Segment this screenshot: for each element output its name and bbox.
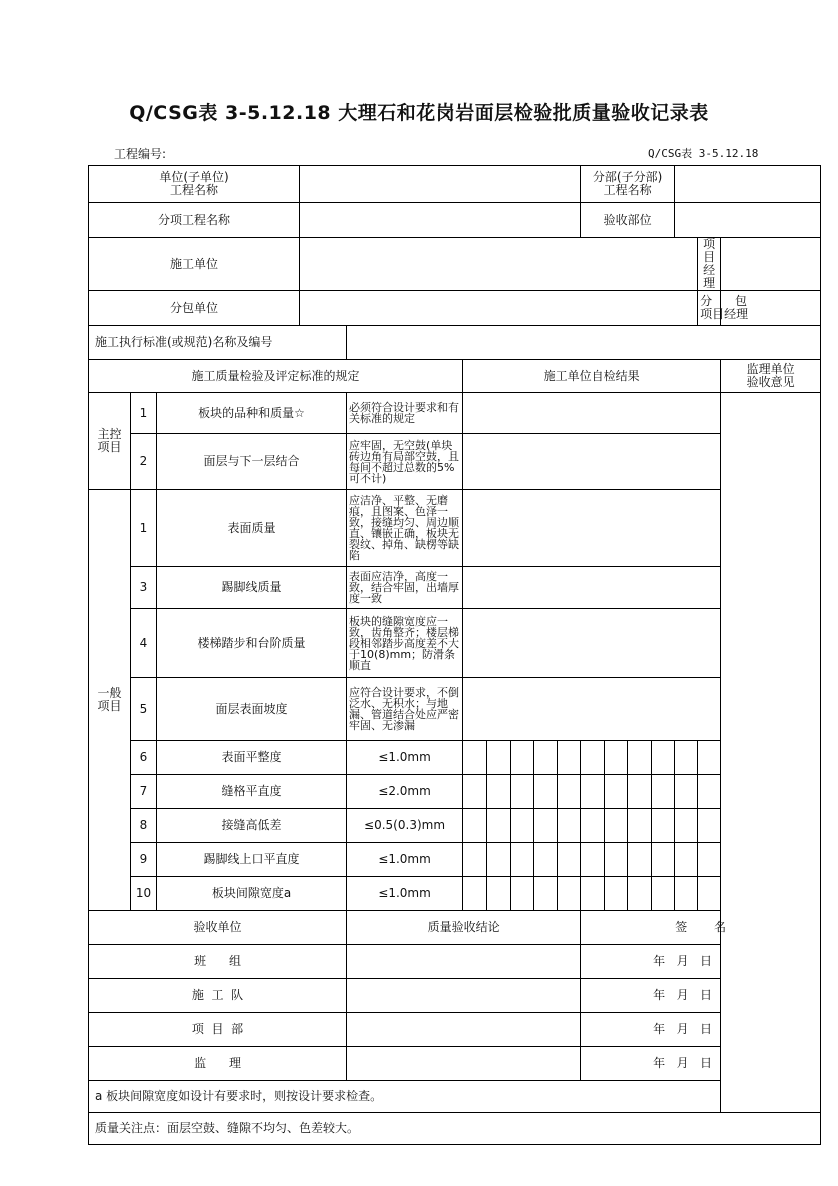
signature-date[interactable]: 年 月 日 xyxy=(581,945,821,979)
measure-cell[interactable] xyxy=(605,843,628,877)
quality-focus-note: 质量关注点：面层空鼓、缝隙不均匀、色差较大。 xyxy=(89,1113,821,1145)
pm-label: 项目经理 xyxy=(698,238,721,291)
measure-cell[interactable] xyxy=(605,877,628,911)
measure-cell[interactable] xyxy=(511,741,534,775)
measure-cell[interactable] xyxy=(487,741,511,775)
division-project-label: 分部(子分部) 工程名称 xyxy=(581,166,675,203)
measure-cell[interactable] xyxy=(558,809,581,843)
supervision-column-header: 监理单位 验收意见 xyxy=(721,360,821,393)
signature-date[interactable]: 年 月 日 xyxy=(581,979,821,1013)
item-number: 5 xyxy=(131,678,157,741)
quality-conclusion-cell[interactable] xyxy=(347,945,581,979)
measure-cell[interactable] xyxy=(463,775,487,809)
measure-cell[interactable] xyxy=(581,877,605,911)
measure-cell[interactable] xyxy=(652,775,675,809)
measure-cell[interactable] xyxy=(487,809,511,843)
item-standard: 表面应洁净，高度一致，结合牢固，出墙厚度一致 xyxy=(347,567,463,609)
acceptance-unit-team: 班 组 xyxy=(89,945,347,979)
signature-date[interactable]: 年 月 日 xyxy=(581,1047,821,1081)
measure-cell[interactable] xyxy=(534,843,558,877)
measure-cell[interactable] xyxy=(605,741,628,775)
measure-cell[interactable] xyxy=(463,741,487,775)
measure-cell[interactable] xyxy=(628,741,652,775)
item-standard: 必须符合设计要求和有关标准的规定 xyxy=(347,393,463,434)
measure-cell[interactable] xyxy=(698,775,721,809)
measure-cell[interactable] xyxy=(652,843,675,877)
measure-cell[interactable] xyxy=(558,775,581,809)
unit-project-value[interactable] xyxy=(300,166,581,203)
sub-pm-label: 分 包 项目经理 xyxy=(698,291,721,326)
signature-date[interactable]: 年 月 日 xyxy=(581,1013,821,1047)
general-items-label: 一般 项目 xyxy=(89,490,131,911)
item-standard: 应洁净、平整、无磨痕，且图案、色泽一致，接缝均匀、周边顺直、镶嵌正确，板块无裂纹、掉角、缺楞等缺陷 xyxy=(347,490,463,567)
measure-cell[interactable] xyxy=(605,775,628,809)
measure-cell[interactable] xyxy=(558,843,581,877)
measure-cell[interactable] xyxy=(534,775,558,809)
inspection-record-table xyxy=(88,165,821,1145)
measure-cell[interactable] xyxy=(487,877,511,911)
measure-cell[interactable] xyxy=(675,809,698,843)
item-standard: 板块的缝隙宽度应一致，齿角整齐；楼层梯段相邻踏步高度差不大于10(8)mm；防滑条顺直 xyxy=(347,609,463,678)
item-number: 4 xyxy=(131,609,157,678)
item-number: 2 xyxy=(131,434,157,490)
measure-cell[interactable] xyxy=(581,741,605,775)
project-number-label: 工程编号: xyxy=(114,147,167,161)
self-check-column-header: 施工单位自检结果 xyxy=(463,360,721,393)
item-standard: 应符合设计要求，不倒泛水、无积水；与地漏、管道结合处应严密牢固、无渗漏 xyxy=(347,678,463,741)
measure-cell[interactable] xyxy=(605,809,628,843)
measure-cell[interactable] xyxy=(534,741,558,775)
item-number: 1 xyxy=(131,490,157,567)
item-name: 面层表面坡度 xyxy=(157,678,347,741)
measure-cell[interactable] xyxy=(558,877,581,911)
acceptance-unit-project-dept: 项 目 部 xyxy=(89,1013,347,1047)
acceptance-unit-crew: 施 工 队 xyxy=(89,979,347,1013)
measure-cell[interactable] xyxy=(581,775,605,809)
measure-cell[interactable] xyxy=(463,809,487,843)
item-name: 板块的品种和质量☆ xyxy=(157,393,347,434)
measure-cell[interactable] xyxy=(652,809,675,843)
self-check-result[interactable] xyxy=(463,567,721,609)
pm-value[interactable] xyxy=(721,238,821,291)
spec-column-header: 施工质量检验及评定标准的规定 xyxy=(89,360,463,393)
measure-cell[interactable] xyxy=(511,809,534,843)
contractor-label: 施工单位 xyxy=(89,238,300,291)
measure-cell[interactable] xyxy=(511,877,534,911)
measure-cell[interactable] xyxy=(558,741,581,775)
page-title: Q/CSG表 3-5.12.18 大理石和花岗岩面层检验批质量验收记录表 xyxy=(129,102,709,124)
measure-cell[interactable] xyxy=(698,843,721,877)
form-code: Q/CSG表 3-5.12.18 xyxy=(648,147,759,160)
quality-conclusion-header: 质量验收结论 xyxy=(347,911,581,945)
measure-cell[interactable] xyxy=(463,877,487,911)
item-number: 7 xyxy=(131,775,157,809)
subcontractor-label: 分包单位 xyxy=(89,291,300,326)
measure-cell[interactable] xyxy=(534,809,558,843)
item-name: 表面平整度 xyxy=(157,741,347,775)
accept-part-label: 验收部位 xyxy=(581,203,675,238)
measure-cell[interactable] xyxy=(511,843,534,877)
measure-cell[interactable] xyxy=(628,809,652,843)
item-name: 缝格平直度 xyxy=(157,775,347,809)
item-name: 表面质量 xyxy=(157,490,347,567)
item-number: 8 xyxy=(131,809,157,843)
subitem-project-value[interactable] xyxy=(300,203,581,238)
standard-label: 施工执行标准(或规范)名称及编号 xyxy=(89,326,347,360)
measure-cell[interactable] xyxy=(463,843,487,877)
tolerance: ≤1.0mm xyxy=(347,741,463,775)
measure-cell[interactable] xyxy=(698,877,721,911)
measure-cell[interactable] xyxy=(628,775,652,809)
measure-cell[interactable] xyxy=(698,741,721,775)
tolerance: ≤1.0mm xyxy=(347,877,463,911)
contractor-value[interactable] xyxy=(300,238,698,291)
item-number: 9 xyxy=(131,843,157,877)
measure-cell[interactable] xyxy=(534,877,558,911)
footnote: a 板块间隙宽度如设计有要求时，则按设计要求检查。 xyxy=(89,1081,821,1113)
measure-cell[interactable] xyxy=(628,877,652,911)
measure-cell[interactable] xyxy=(628,843,652,877)
division-project-value[interactable] xyxy=(675,166,821,203)
tolerance: ≤2.0mm xyxy=(347,775,463,809)
quality-conclusion-cell[interactable] xyxy=(347,1013,581,1047)
quality-conclusion-cell[interactable] xyxy=(347,979,581,1013)
self-check-result[interactable] xyxy=(463,678,721,741)
measure-cell[interactable] xyxy=(675,843,698,877)
item-number: 10 xyxy=(131,877,157,911)
subitem-project-label: 分项工程名称 xyxy=(89,203,300,238)
item-number: 6 xyxy=(131,741,157,775)
item-name: 踢脚线质量 xyxy=(157,567,347,609)
measure-cell[interactable] xyxy=(698,809,721,843)
signature-header: 签 名 xyxy=(581,911,821,945)
subcontractor-value[interactable] xyxy=(300,291,698,326)
measure-cell[interactable] xyxy=(487,843,511,877)
unit-project-label: 单位(子单位) 工程名称 xyxy=(89,166,300,203)
item-number: 1 xyxy=(131,393,157,434)
tolerance: ≤0.5(0.3)mm xyxy=(347,809,463,843)
item-name: 板块间隙宽度a xyxy=(157,877,347,911)
item-standard: 应牢固，无空鼓(单块砖边角有局部空鼓，且每间不超过总数的5%可不计) xyxy=(347,434,463,490)
item-number: 3 xyxy=(131,567,157,609)
self-check-result[interactable] xyxy=(463,393,721,434)
main-control-label: 主控 项目 xyxy=(89,393,131,490)
item-name: 楼梯踏步和台阶质量 xyxy=(157,609,347,678)
measure-cell[interactable] xyxy=(652,877,675,911)
measure-cell[interactable] xyxy=(652,741,675,775)
self-check-result[interactable] xyxy=(463,609,721,678)
accept-part-value[interactable] xyxy=(675,203,821,238)
measure-cell[interactable] xyxy=(581,843,605,877)
tolerance: ≤1.0mm xyxy=(347,843,463,877)
self-check-result[interactable] xyxy=(463,434,721,490)
self-check-result[interactable] xyxy=(463,490,721,567)
measure-cell[interactable] xyxy=(675,877,698,911)
item-name: 踢脚线上口平直度 xyxy=(157,843,347,877)
quality-conclusion-cell[interactable] xyxy=(347,1047,581,1081)
acceptance-unit-supervision: 监 理 xyxy=(89,1047,347,1081)
measure-cell[interactable] xyxy=(511,775,534,809)
item-name: 面层与下一层结合 xyxy=(157,434,347,490)
measure-cell[interactable] xyxy=(487,775,511,809)
measure-cell[interactable] xyxy=(675,741,698,775)
measure-cell[interactable] xyxy=(675,775,698,809)
measure-cell[interactable] xyxy=(581,809,605,843)
standard-value[interactable] xyxy=(347,326,821,360)
item-name: 接缝高低差 xyxy=(157,809,347,843)
acceptance-unit-header: 验收单位 xyxy=(89,911,347,945)
